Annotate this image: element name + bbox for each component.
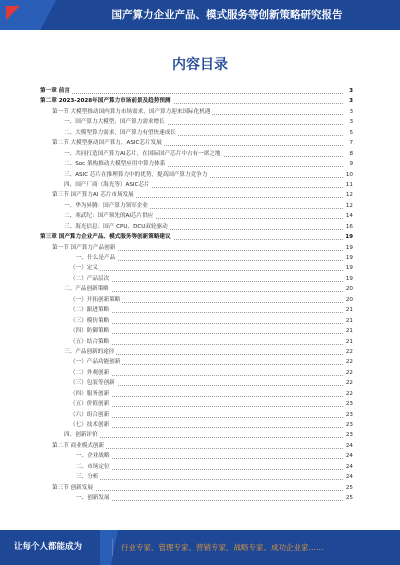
footer-tagline: 行业专家、管理专家、营销专家、战略专家、成功企业家…… (112, 539, 382, 556)
toc-page-number: 24 (344, 472, 353, 482)
toc-page-number: 19 (344, 243, 353, 253)
toc-page-number: 24 (344, 451, 353, 461)
toc-entry-text: 三、ASIC 芯片在推理算力中的优势，提高国产算力竞争力 (64, 170, 209, 180)
toc-page-number: 24 (344, 441, 353, 451)
toc-entry-text: 第一章 前言 (40, 86, 72, 96)
toc-entry-text: 二、产品创新策略 (64, 284, 111, 294)
toc-entry-text: （二）产品层次 (70, 274, 111, 284)
toc-page-number: 25 (344, 483, 353, 493)
toc-entry-text: 三、海光信息：国产 CPU、DCU双轮驱动 (64, 222, 170, 232)
toc-page-number: 3 (344, 86, 353, 96)
toc-entry-text: 一、企业战略 (76, 451, 112, 461)
toc-page-number: 22 (344, 389, 353, 399)
toc-entry-text: （五）结合策略 (70, 337, 111, 347)
toc-leader-dots (40, 85, 343, 94)
toc-leader-dots (52, 482, 343, 491)
toc-page-number: 3 (344, 117, 353, 127)
toc-entry-text: 二、Soc 架构推动大模型应用中算力体系 (64, 159, 167, 169)
toc-page-number: 19 (344, 253, 353, 263)
toc-entry-text: （三）包装等创新 (70, 378, 117, 388)
toc-entry-text: （一）定义 (70, 263, 100, 273)
toc-entry-text: （四）防御策略 (70, 326, 111, 336)
toc-page-number: 11 (344, 180, 353, 190)
toc-entry-text: 第一节 大模型推动国内算力市场需求，国产算力迎来国际化机遇 (52, 107, 212, 117)
toc-leader-dots (76, 492, 343, 501)
toc-leader-dots (76, 461, 343, 470)
toc-page-number: 9 (344, 159, 353, 169)
toc-page-number: 20 (344, 295, 353, 305)
toc-page-number: 14 (344, 211, 353, 221)
toc-page-number: 23 (344, 399, 353, 409)
toc-page-number: 5 (344, 128, 353, 138)
toc-page-number: 19 (344, 263, 353, 273)
toc-entry-text: （六）组合创新 (70, 410, 111, 420)
toc-leader-dots (70, 262, 343, 271)
toc-entry-text: 第二节 大模型驱动国产算力，ASIC芯片发展 (52, 138, 164, 148)
toc-entry-text: 第三节 国产算力AI 芯片市场发展 (52, 190, 136, 200)
toc-entry-text: 四、创新评价 (64, 430, 100, 440)
toc-page-number: 7 (344, 138, 353, 148)
toc-page-number: 10 (344, 170, 353, 180)
toc-page-number: 23 (344, 430, 353, 440)
toc-page-number: 16 (344, 222, 353, 232)
page-header (0, 0, 400, 30)
toc-page-number: 22 (344, 378, 353, 388)
report-title: 国产算力企业产品、模式服务等创新策略研究报告 (111, 9, 343, 21)
toc-page-number: 22 (344, 368, 353, 378)
toc-entry-text: 第二节 商业模式创新 (52, 441, 106, 451)
toc-page-number: 22 (344, 347, 353, 357)
toc-page-number: 8 (344, 149, 353, 159)
toc-entry-text: 二、市场定位 (76, 462, 112, 472)
toc-leader-dots (76, 471, 343, 480)
toc-entry-text: 二、寒武纪：国产领先的AI芯片供应 (64, 211, 155, 221)
toc-page-number: 23 (344, 420, 353, 430)
toc-entry-text: （四）服务创新 (70, 389, 111, 399)
toc-page-number: 12 (344, 201, 353, 211)
toc-entry-text: 一、国产算力大模型，国产算力需求增长 (64, 117, 167, 127)
toc-entry-text: （二）跟进策略 (70, 305, 111, 315)
toc-page-number: 20 (344, 284, 353, 294)
toc-page-number: 12 (344, 190, 353, 200)
toc-entry[interactable] (40, 493, 353, 503)
toc-entry-text: 三、产品创新的途径 (64, 347, 116, 357)
toc-entry-text: 一、华为昇腾：国产算力领军企业 (64, 201, 150, 211)
toc-entry-text: 四、国产厂商（海光等）ASIC芯片 (64, 180, 152, 190)
toc-page-number: 21 (344, 316, 353, 326)
toc-entry-text: 一、共同打造国产算力AI芯片，在国际国产芯片中占有一席之地 (64, 149, 223, 159)
toc-page-number: 19 (344, 232, 353, 242)
toc-page-number: 24 (344, 462, 353, 472)
page-footer (0, 530, 400, 565)
toc-entry-text: （五）价值创新 (70, 399, 111, 409)
toc-entry-text: 二、大模型算力需求，国产算力有望快速成长 (64, 128, 178, 138)
toc-entry-text: 第三节 创新发展 (52, 483, 95, 493)
toc-entry-text: （一）开拓创新策略 (70, 295, 122, 305)
toc-page-number: 21 (344, 337, 353, 347)
toc-entry-text: 三、分析 (76, 472, 100, 482)
toc-entry-text: （二）外观创新 (70, 368, 111, 378)
toc-page-number: 21 (344, 305, 353, 315)
toc-page-number: 22 (344, 357, 353, 367)
toc-entry-text: （一）产品功能创新 (70, 357, 122, 367)
toc-page-number: 3 (344, 96, 353, 106)
toc-page-number: 3 (344, 107, 353, 117)
toc-page-number: 19 (344, 274, 353, 284)
toc-page-number: 21 (344, 326, 353, 336)
toc-page-number: 25 (344, 493, 353, 503)
table-of-contents (40, 86, 353, 504)
toc-entry-text: 一、什么是产品 (76, 253, 117, 263)
toc-entry-text: 第二章 2023-2028年国产算力市场前景及趋势预测 (40, 96, 173, 106)
toc-entry-text: （三）模仿策略 (70, 316, 111, 326)
toc-entry-text: 第三章 国产算力企业产品、模式服务等创新策略建议 (40, 232, 173, 242)
toc-page-number: 23 (344, 410, 353, 420)
toc-leader-dots (76, 450, 343, 459)
toc-entry-text: 一、创新发展 (76, 493, 112, 503)
toc-leader-dots (64, 429, 343, 438)
toc-entry-text: 第一节 国产算力产品创新 (52, 243, 117, 253)
toc-entry-text: （七）技术创新 (70, 420, 111, 430)
footer-slogan: 让每个人都能成为 (14, 542, 83, 552)
toc-heading: 内容目录 (172, 57, 228, 73)
